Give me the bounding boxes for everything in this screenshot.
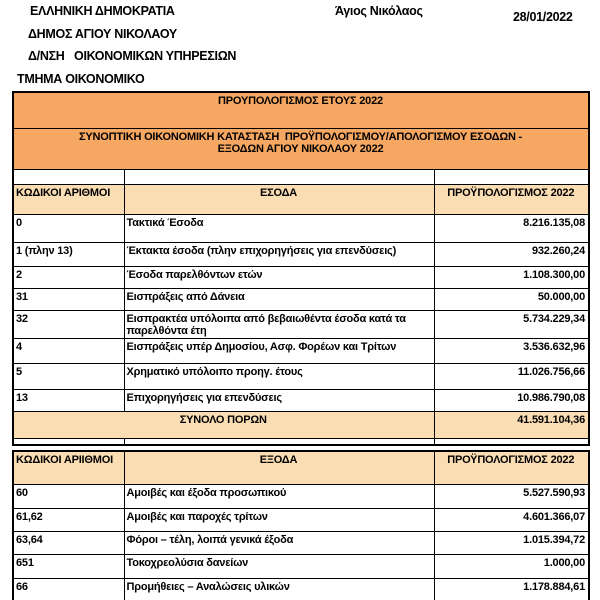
amount-cell: 5.734.229,34 [434,310,589,338]
income-total-row [13,411,589,438]
income-row [13,266,589,288]
income-row [13,389,589,411]
expense-header-codes: ΚΩΔΙΚΟΙ ΑΡΙΙΘΜΟΙ [13,451,124,484]
budget-title-row [13,92,589,128]
income-table [12,91,590,446]
expense-row [13,508,589,531]
amount-cell: 932.260,24 [434,242,589,266]
income-row [13,310,589,338]
amount-cell: 4.601.366,07 [434,508,589,531]
spacer-cell [434,169,589,184]
income-header-row [13,184,589,214]
spacer-row [13,438,589,445]
amount-cell: 8.216.135,08 [434,214,589,242]
code-cell: 31 [13,288,124,310]
letterhead-authority: ΕΛΛΗΝΙΚΗ ΔΗΜΟΚΡΑΤΙΑ [30,4,175,18]
letterhead-department: ΤΜΗΜΑ ΟΙΚΟΝΟΜΙΚΟ [17,72,145,86]
total-amount: 41.591.104,36 [434,411,589,438]
expense-row [13,578,589,600]
description-cell: Έκτακτα έσοδα (πλην επιχορηγήσεις για επενδύσεις) [124,242,434,266]
description-cell: Αμοιβές και έξοδα προσωπικού [124,484,434,508]
income-header-codes: ΚΩΔΙΚΟΙ ΑΡΙΘΜΟΙ [13,184,124,214]
code-cell: 13 [13,389,124,411]
budget-subtitle [13,128,589,169]
income-row [13,242,589,266]
income-row [13,288,589,310]
expense-table [12,450,590,600]
amount-cell: 1.178.884,61 [434,578,589,600]
description-cell: Εισπράξεις από Δάνεια [124,288,434,310]
code-cell: 651 [13,554,124,578]
expense-header-budget: ΠΡΟΫΠΟΛΟΓΙΣΜΟΣ 2022 [434,451,589,484]
code-cell: 63,64 [13,531,124,554]
code-cell: 0 [13,214,124,242]
expense-row [13,484,589,508]
income-row [13,338,589,363]
code-cell: 61,62 [13,508,124,531]
budget-title: ΠΡΟΥΠΟΛΟΓΙΣΜΟΣ ΕΤΟΥΣ 2022 [13,92,589,128]
amount-cell: 1.000,00 [434,554,589,578]
code-cell: 60 [13,484,124,508]
expense-row [13,554,589,578]
code-cell: 5 [13,363,124,389]
income-row [13,363,589,389]
description-cell: Προμήθειες – Αναλώσεις υλικών [124,578,434,600]
description-cell: Έσοδα παρελθόντων ετών [124,266,434,288]
expense-header-row [13,451,589,484]
code-cell: 2 [13,266,124,288]
code-cell: 66 [13,578,124,600]
spacer-cell [124,438,434,445]
amount-cell: 50.000,00 [434,288,589,310]
spacer-cell [124,169,434,184]
amount-cell: 1.108.300,00 [434,266,589,288]
description-cell: Επιχορηγήσεις για επενδύσεις [124,389,434,411]
code-cell: 4 [13,338,124,363]
subtitle-line-1: ΣΥΝΟΠΤΙΚΗ ΟΙΚΟΝΟΜΙΚΗ ΚΑΤΑΣΤΑΣΗ ΠΡΟΫΠΟΛΟΓΙΣΜΟΥ/ΑΠΟΛΟΓΙΣΜΟΥ ΕΣΟΔΩΝ - [78,130,523,143]
code-cell: 1 (πλην 13) [13,242,124,266]
amount-cell: 1.015.394,72 [434,531,589,554]
description-cell: Εισπρακτέα υπόλοιπα από βεβαιωθέντα έσοδα κατά τα παρελθόντα έτη [124,310,434,338]
income-header-budget: ΠΡΟΫΠΟΛΟΓΙΣΜΟΣ 2022 [434,184,589,214]
description-cell: Φόροι – τέλη, λοιπά γενικά έξοδα [124,531,434,554]
letterhead-place: Άγιος Νικόλαος [335,4,423,18]
spacer-cell [434,438,589,445]
description-cell: Τακτικά Έσοδα [124,214,434,242]
subtitle-line-2: ΕΞΟΔΩΝ ΑΓΙΟΥ ΝΙΚΟΛΑΟΥ 2022 [217,143,384,156]
amount-cell: 11.026.756,66 [434,363,589,389]
amount-cell: 3.536.632,96 [434,338,589,363]
description-cell: Τοκοχρεολύσια δανείων [124,554,434,578]
expense-header-label: ΕΞΟΔΑ [124,451,434,484]
description-cell: Εισπράξεις υπέρ Δημοσίου, Ασφ. Φορέων και Τρίτων [124,338,434,363]
spacer-cell [13,438,124,445]
letterhead-date: 28/01/2022 [513,10,573,24]
budget-subtitle-row [13,128,589,169]
amount-cell: 5.527.590,93 [434,484,589,508]
spacer-cell [13,169,124,184]
letterhead-municipality: ΔΗΜΟΣ ΑΓΙΟΥ ΝΙΚΟΛΑΟΥ [28,27,177,41]
amount-cell: 10.986.790,08 [434,389,589,411]
total-label: ΣΥΝΟΛΟ ΠΟΡΩΝ [13,411,434,438]
expense-row [13,531,589,554]
letterhead-directorate: Δ/ΝΣΗ ΟΙΚΟΝΟΜΙΚΩΝ ΥΠΗΡΕΣΙΩΝ [28,49,237,63]
description-cell: Χρηματικό υπόλοιπο προηγ. έτους [124,363,434,389]
spacer-row [13,169,589,184]
description-cell: Αμοιβές και παροχές τρίτων [124,508,434,531]
income-row [13,214,589,242]
income-header-label: ΕΣΟΔΑ [124,184,434,214]
code-cell: 32 [13,310,124,338]
